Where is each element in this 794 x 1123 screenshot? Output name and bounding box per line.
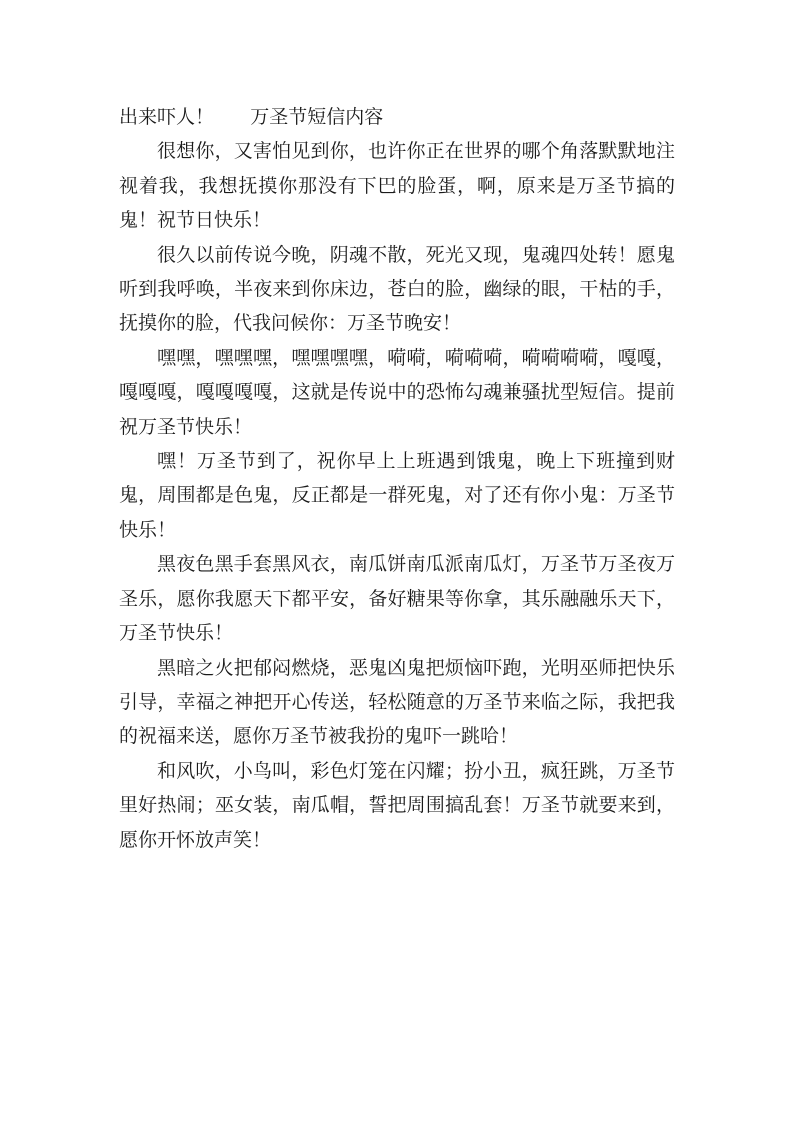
paragraph-6: 黑暗之火把郁闷燃烧，恶鬼凶鬼把烦恼吓跑，光明巫师把快乐引导，幸福之神把开心传送，轻松随意的万圣节来临之际，我把我的祝福来送，愿你万圣节被我扮的鬼吓一跳哈！: [119, 656, 675, 748]
paragraph-4: 嘿！万圣节到了，祝你早上上班遇到饿鬼，晚上下班撞到财鬼，周围都是色鬼，反正都是一群死鬼，对了还有你小鬼：万圣节快乐！: [119, 450, 675, 541]
section-title: 万圣节短信内容: [250, 106, 384, 128]
paragraph-2: 很久以前传说今晚，阴魂不散，死光又现，鬼魂四处转！愿鬼听到我呼唤，半夜来到你床边，苍白的脸，幽绿的眼，干枯的手，抚摸你的脸，代我问候你：万圣节晚安！: [119, 243, 675, 335]
heading-line: [119, 100, 675, 134]
first-line-text: 出来吓人！: [119, 106, 215, 128]
paragraph-5: 黑夜色黑手套黑风衣，南瓜饼南瓜派南瓜灯，万圣节万圣夜万圣乐，愿你我愿天下都平安，备好糖果等你拿，其乐融融乐天下，万圣节快乐！: [119, 553, 675, 645]
document-body: [119, 100, 675, 857]
paragraph-3: 嘿嘿，嘿嘿嘿，嘿嘿嘿嘿，嗬嗬，嗬嗬嗬，嗬嗬嗬嗬，嘎嘎，嘎嘎嘎，嘎嘎嘎嘎，这就是传说中的恐怖勾魂兼骚扰型短信。提前祝万圣节快乐！: [119, 346, 675, 438]
paragraph-1: 很想你，又害怕见到你，也许你正在世界的哪个角落默默地注视着我，我想抚摸你那没有下巴的脸蛋，啊，原来是万圣节搞的鬼！祝节日快乐！: [119, 140, 675, 232]
paragraph-7: 和风吹，小鸟叫，彩色灯笼在闪耀；扮小丑，疯狂跳，万圣节里好热闹；巫女装，南瓜帽，誓把周围搞乱套！万圣节就要来到，愿你开怀放声笑！: [119, 759, 675, 851]
